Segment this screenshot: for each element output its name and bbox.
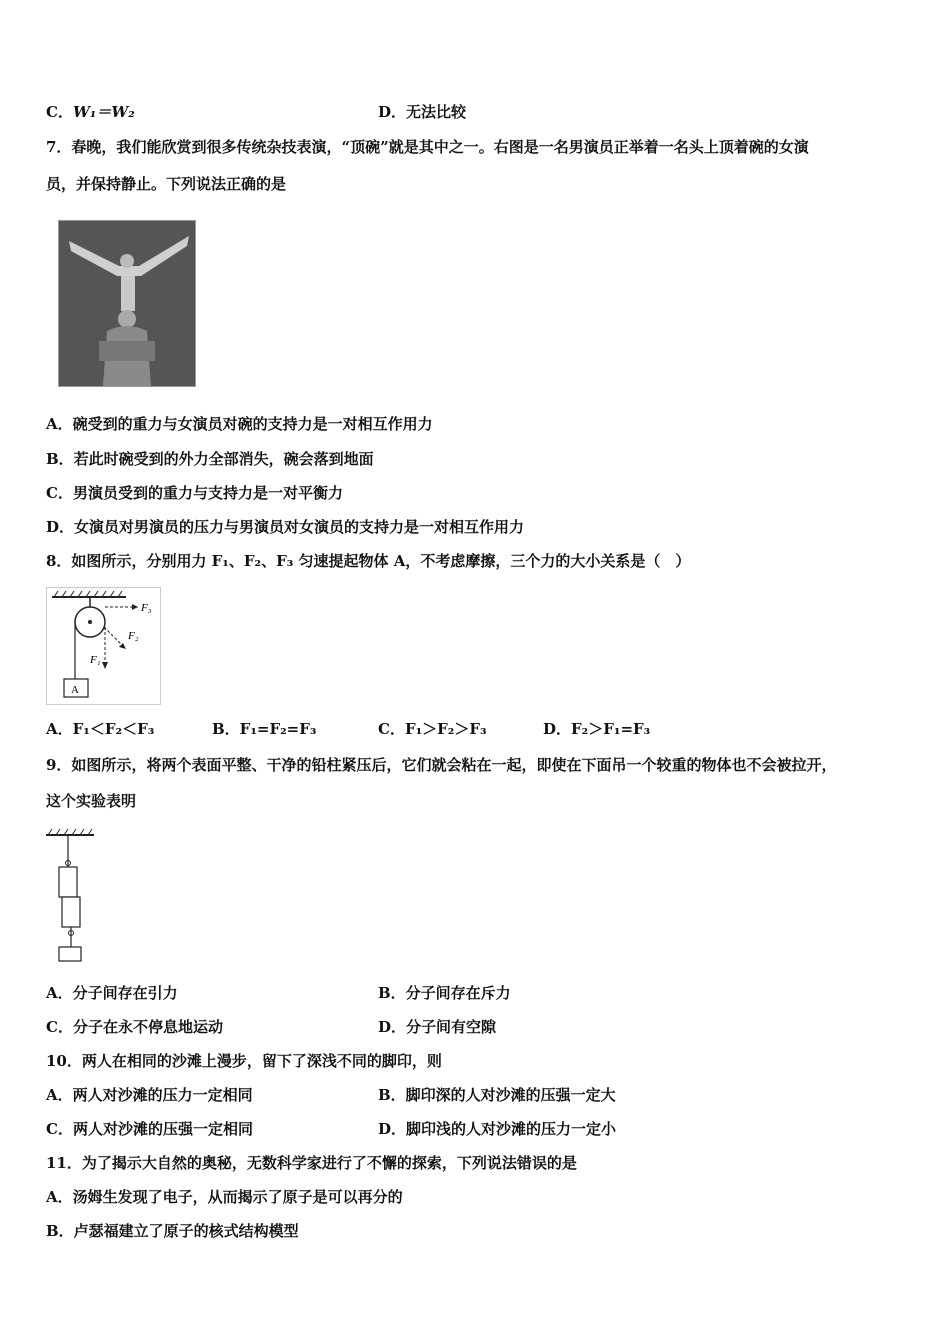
q7-stem-line1: 7．春晚，我们能欣赏到很多传统杂技表演，“顶碗”就是其中之一。右图是一名男演员正举着一名头上顶着碗的女演 bbox=[46, 138, 809, 156]
q8-option-c: C．F₁＞F₂＞F₃ bbox=[378, 720, 487, 738]
q10-option-a: A．两人对沙滩的压力一定相同 bbox=[46, 1086, 253, 1104]
lead-cylinders-figure bbox=[44, 827, 96, 965]
pulley-drawing bbox=[46, 587, 161, 705]
q9-option-b: B．分子间存在斥力 bbox=[378, 984, 511, 1002]
pulley-label-f3: F₃ bbox=[141, 602, 152, 614]
q7-option-b: B．若此时碗受到的外力全部消失，碗会落到地面 bbox=[46, 450, 374, 468]
q9-option-d: D．分子间有空隙 bbox=[378, 1018, 497, 1036]
q9-option-c: C．分子在永不停息地运动 bbox=[46, 1018, 223, 1036]
q8-option-a: A．F₁＜F₂＜F₃ bbox=[46, 720, 155, 738]
q7-stem-line2: 员，并保持静止。下列说法正确的是 bbox=[46, 175, 287, 193]
q9-stem-line1: 9．如图所示，将两个表面平整、干净的铅柱紧压后，它们就会粘在一起，即使在下面吊一个较重的物体也不会被拉开， bbox=[46, 756, 837, 774]
q8-option-d: D．F₂＞F₁=F₃ bbox=[543, 720, 651, 738]
q6-option-c-text: W₁＝W₂ bbox=[72, 103, 135, 121]
q7-option-c: C．男演员受到的重力与支持力是一对平衡力 bbox=[46, 484, 343, 502]
q10-option-b: B．脚印深的人对沙滩的压强一定大 bbox=[378, 1086, 616, 1104]
q11-option-a: A．汤姆生发现了电子，从而揭示了原子是可以再分的 bbox=[46, 1188, 403, 1206]
lead-cylinders-drawing bbox=[44, 827, 96, 965]
q6-option-d-text: 无法比较 bbox=[406, 103, 467, 121]
q10-option-d: D．脚印浅的人对沙滩的压力一定小 bbox=[378, 1120, 617, 1138]
acrobat-photo-drawing bbox=[59, 221, 195, 386]
q11-option-b: B．卢瑟福建立了原子的核式结构模型 bbox=[46, 1222, 299, 1240]
q6-option-d-label: D． bbox=[378, 103, 407, 121]
q8-option-b: B．F₁=F₂=F₃ bbox=[212, 720, 317, 738]
q6-option-c-label: C． bbox=[46, 103, 73, 121]
q10-option-c: C．两人对沙滩的压强一定相同 bbox=[46, 1120, 253, 1138]
q10-stem: 10．两人在相同的沙滩上漫步，留下了深浅不同的脚印，则 bbox=[46, 1052, 442, 1070]
q9-stem-line2: 这个实验表明 bbox=[46, 792, 137, 810]
q8-stem: 8．如图所示，分别用力 F₁、F₂、F₃ 匀速提起物体 A，不考虑摩擦，三个力的大小关系是（ ） bbox=[46, 552, 691, 570]
q6-option-d bbox=[378, 102, 466, 122]
q7-option-a: A．碗受到的重力与女演员对碗的支持力是一对相互作用力 bbox=[46, 415, 433, 433]
pulley-label-f2: F₂ bbox=[128, 630, 139, 642]
q7-option-d: D．女演员对男演员的压力与男演员对女演员的支持力是一对相互作用力 bbox=[46, 518, 525, 536]
pulley-label-f1: F₁ bbox=[90, 654, 101, 666]
q9-option-a: A．分子间存在引力 bbox=[46, 984, 178, 1002]
q6-option-c bbox=[46, 102, 135, 122]
pulley-label-a: A bbox=[71, 684, 79, 696]
q11-stem: 11．为了揭示大自然的奥秘，无数科学家进行了不懈的探索，下列说法错误的是 bbox=[46, 1154, 577, 1172]
pulley-figure bbox=[46, 587, 161, 705]
acrobat-photo bbox=[58, 220, 196, 387]
